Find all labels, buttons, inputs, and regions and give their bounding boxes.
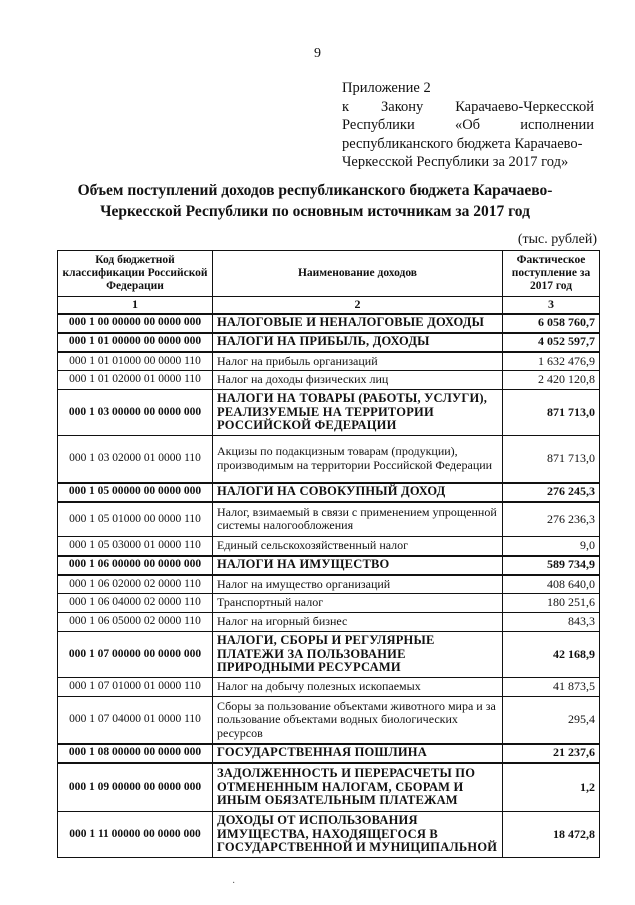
cell-name: НАЛОГОВЫЕ И НЕНАЛОГОВЫЕ ДОХОДЫ xyxy=(213,314,503,333)
table-row xyxy=(58,333,600,352)
table-row xyxy=(58,594,600,613)
cell-amount: 1 632 476,9 xyxy=(503,352,600,371)
cell-amount: 276 236,3 xyxy=(503,502,600,537)
table-row xyxy=(58,502,600,537)
header-name: Наименование доходов xyxy=(213,251,503,297)
page-number: 9 xyxy=(314,46,321,61)
cell-code: 000 1 05 01000 00 0000 110 xyxy=(58,502,213,537)
cell-name: НАЛОГИ, СБОРЫ И РЕГУЛЯРНЫЕ ПЛАТЕЖИ ЗА ПОЛЬЗОВАНИЕ ПРИРОДНЫМИ РЕСУРСАМИ xyxy=(213,632,503,678)
cell-amount: 21 237,6 xyxy=(503,744,600,763)
cell-name: Сборы за пользование объектами животного мира и за пользование объектами водных биологических ресурсов xyxy=(213,697,503,744)
cell-code: 000 1 01 00000 00 0000 000 xyxy=(58,333,213,352)
table-row xyxy=(58,678,600,697)
cell-name: Единый сельскохозяйственный налог xyxy=(213,537,503,556)
cell-name: НАЛОГИ НА ИМУЩЕСТВО xyxy=(213,556,503,575)
cell-amount: 18 472,8 xyxy=(503,812,600,858)
table-row xyxy=(58,763,600,812)
cell-name: Налог, взимаемый в связи с применением упрощенной системы налогообложения xyxy=(213,502,503,537)
table-body xyxy=(58,314,600,858)
table-row xyxy=(58,613,600,632)
table-row xyxy=(58,744,600,763)
table-row xyxy=(58,556,600,575)
document-title-line-2: Черкесской Республики по основным источникам за 2017 год xyxy=(100,203,530,220)
cell-amount: 180 251,6 xyxy=(503,594,600,613)
cell-amount: 843,3 xyxy=(503,613,600,632)
cell-name: Налог на доходы физических лиц xyxy=(213,371,503,390)
cell-amount: 2 420 120,8 xyxy=(503,371,600,390)
appendix-line-5: Черкесской Республики за 2017 год» xyxy=(342,154,569,170)
cell-code: 000 1 05 03000 01 0000 110 xyxy=(58,537,213,556)
header-code: Код бюджетной классификации Российской Федерации xyxy=(58,251,213,297)
cell-code: 000 1 06 05000 02 0000 110 xyxy=(58,613,213,632)
cell-amount: 41 873,5 xyxy=(503,678,600,697)
column-number-row xyxy=(58,297,600,314)
cell-name: НАЛОГИ НА ТОВАРЫ (РАБОТЫ, УСЛУГИ), РЕАЛИЗУЕМЫЕ НА ТЕРРИТОРИИ РОССИЙСКОЙ ФЕДЕРАЦИИ xyxy=(213,390,503,436)
header-amount: Фактическое поступление за 2017 год xyxy=(503,251,600,297)
cell-code: 000 1 06 00000 00 0000 000 xyxy=(58,556,213,575)
cell-name: Транспортный налог xyxy=(213,594,503,613)
cell-name: ЗАДОЛЖЕННОСТЬ И ПЕРЕРАСЧЕТЫ ПО ОТМЕНЕННЫМ НАЛОГАМ, СБОРАМ И ИНЫМ ОБЯЗАТЕЛЬНЫМ ПЛАТЕЖАМ xyxy=(213,763,503,812)
table-row xyxy=(58,632,600,678)
cell-amount: 1,2 xyxy=(503,763,600,812)
appendix-line-4: республиканского бюджета Карачаево- xyxy=(342,135,583,152)
cell-code: 000 1 09 00000 00 0000 000 xyxy=(58,763,213,812)
cell-name: НАЛОГИ НА СОВОКУПНЫЙ ДОХОД xyxy=(213,483,503,502)
cell-code: 000 1 07 04000 01 0000 110 xyxy=(58,697,213,744)
cell-name: ДОХОДЫ ОТ ИСПОЛЬЗОВАНИЯ ИМУЩЕСТВА, НАХОДЯЩЕГОСЯ В ГОСУДАРСТВЕННОЙ И МУНИЦИПАЛЬНОЙ xyxy=(213,812,503,858)
cell-code: 000 1 00 00000 00 0000 000 xyxy=(58,314,213,333)
table-row xyxy=(58,390,600,436)
cell-amount: 276 245,3 xyxy=(503,483,600,502)
cell-name: Налог на имущество организаций xyxy=(213,575,503,594)
cell-amount: 589 734,9 xyxy=(503,556,600,575)
cell-name: НАЛОГИ НА ПРИБЫЛЬ, ДОХОДЫ xyxy=(213,333,503,352)
cell-amount: 9,0 xyxy=(503,537,600,556)
cell-code: 000 1 06 02000 02 0000 110 xyxy=(58,575,213,594)
table-row xyxy=(58,314,600,333)
table-row xyxy=(58,537,600,556)
cell-amount: 4 052 597,7 xyxy=(503,333,600,352)
table-row xyxy=(58,371,600,390)
income-table xyxy=(57,250,600,858)
cell-amount: 871 713,0 xyxy=(503,436,600,483)
cell-name: Налог на прибыль организаций xyxy=(213,352,503,371)
cell-name: ГОСУДАРСТВЕННАЯ ПОШЛИНА xyxy=(213,744,503,763)
cell-code: 000 1 11 00000 00 0000 000 xyxy=(58,812,213,858)
document-title xyxy=(70,180,560,222)
cell-amount: 871 713,0 xyxy=(503,390,600,436)
appendix-line-2: к Закону Карачаево-Черкесской xyxy=(342,98,594,115)
cell-name: Налог на добычу полезных ископаемых xyxy=(213,678,503,697)
column-number: 2 xyxy=(213,297,503,314)
document-title-line-1: Объем поступлений доходов республиканского бюджета Карачаево- xyxy=(77,182,553,199)
cell-code: 000 1 05 00000 00 0000 000 xyxy=(58,483,213,502)
cell-amount: 295,4 xyxy=(503,697,600,744)
table-row xyxy=(58,575,600,594)
cell-name: Акцизы по подакцизным товарам (продукции), производимым на территории Российской Федерации xyxy=(213,436,503,483)
table-row xyxy=(58,812,600,858)
cell-name: Налог на игорный бизнес xyxy=(213,613,503,632)
cell-code: 000 1 06 04000 02 0000 110 xyxy=(58,594,213,613)
appendix-block xyxy=(342,79,594,172)
table-row xyxy=(58,436,600,483)
cell-code: 000 1 03 00000 00 0000 000 xyxy=(58,390,213,436)
cell-code: 000 1 01 02000 01 0000 110 xyxy=(58,371,213,390)
cell-code: 000 1 01 01000 00 0000 110 xyxy=(58,352,213,371)
cell-code: 000 1 08 00000 00 0000 000 xyxy=(58,744,213,763)
scan-dot: · xyxy=(232,878,236,889)
cell-code: 000 1 07 00000 00 0000 000 xyxy=(58,632,213,678)
units-label: (тыс. рублей) xyxy=(517,232,597,247)
cell-amount: 42 168,9 xyxy=(503,632,600,678)
appendix-line-1: Приложение 2 xyxy=(342,80,431,96)
appendix-line-3: Республики «Об исполнении xyxy=(342,117,594,133)
cell-amount: 408 640,0 xyxy=(503,575,600,594)
column-number: 3 xyxy=(503,297,600,314)
cell-code: 000 1 07 01000 01 0000 110 xyxy=(58,678,213,697)
table-row xyxy=(58,697,600,744)
table-row xyxy=(58,352,600,371)
column-number: 1 xyxy=(58,297,213,314)
table-header-row xyxy=(58,251,600,297)
cell-code: 000 1 03 02000 01 0000 110 xyxy=(58,436,213,483)
table-row xyxy=(58,483,600,502)
cell-amount: 6 058 760,7 xyxy=(503,314,600,333)
